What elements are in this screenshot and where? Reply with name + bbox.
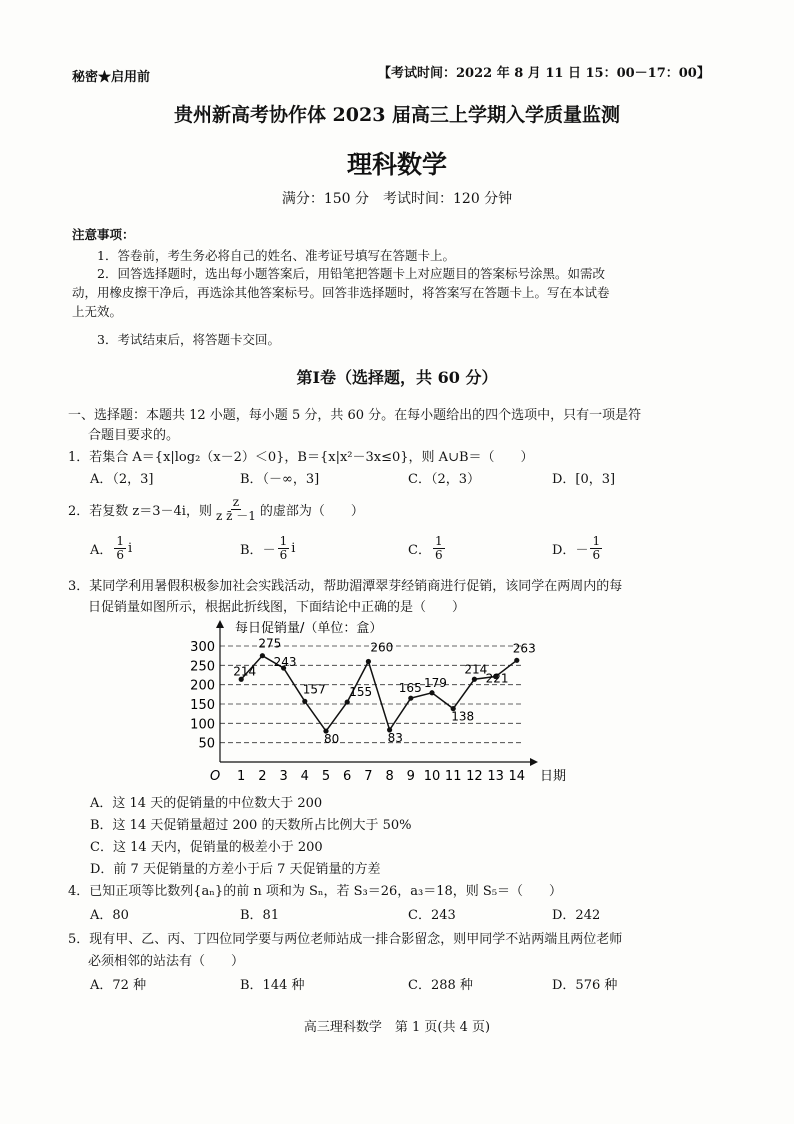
y-tick-label: 250: [190, 659, 215, 675]
option-sign: －: [262, 543, 276, 558]
x-tick-label: 12: [466, 769, 483, 784]
y-tick-label: 50: [198, 736, 215, 752]
x-tick-label: 8: [385, 769, 394, 784]
x-tick-label: 2: [258, 769, 267, 784]
question-1-stem: 1．若集合 A＝{x|log₂（x－2）＜0}，B＝{x|x²－3x≤0}，则 A∪B＝（ ）: [68, 450, 534, 465]
data-label: 157: [302, 682, 326, 697]
x-tick-label: 10: [423, 769, 441, 784]
data-label: 275: [258, 636, 282, 651]
question-3-option-a: A．这 14 天的促销量的中位数大于 200: [90, 796, 323, 811]
x-tick-label: 6: [343, 769, 352, 784]
option-sign: －: [575, 543, 589, 558]
note-line: 2．回答选择题时，选出每小题答案后，用铅笔把答题卡上对应题目的答案标号涂黑。如需改: [97, 266, 605, 281]
question-4-option-b: B．81: [240, 908, 280, 923]
note-line: 3．考试结束后，将答题卡交回。: [97, 332, 280, 347]
data-point: [260, 653, 265, 658]
question-3-option-d: D．前 7 天促销量的方差小于后 7 天促销量的方差: [90, 862, 381, 877]
question-2-option-b: [240, 535, 295, 562]
notes-heading: 注意事项：: [72, 227, 135, 242]
question-4-stem: 4．已知正项等比数列{aₙ}的前 n 项和为 Sₙ，若 S₃＝26，a₃＝18，则 S₅＝（ ）: [68, 884, 563, 899]
fraction-numerator: 1: [592, 534, 601, 548]
chart-title: 每日促销量/（单位：盒）: [235, 621, 383, 636]
question-4-option-d: D．242: [552, 908, 601, 923]
option-label: A．: [90, 543, 113, 558]
question-3-stem: 日促销量如图所示，根据此折线图，下面结论中正确的是（ ）: [88, 600, 466, 615]
data-point: [366, 659, 371, 664]
data-point: [302, 699, 307, 704]
page-footer: 高三理科数学 第 1 页(共 4 页): [303, 1020, 491, 1035]
subject-title: 理科数学: [346, 150, 447, 179]
question-1-option-b: B．（－∞，3]: [240, 472, 320, 487]
x-tick-label: 13: [487, 769, 504, 784]
data-label: 83: [387, 730, 403, 745]
question-5-stem: 必须相邻的站法有（ ）: [88, 954, 245, 969]
y-axis-arrow: [216, 620, 224, 628]
option-fraction: [433, 535, 445, 562]
option-fraction: [590, 535, 602, 562]
x-tick-label: 9: [406, 769, 415, 784]
x-tick-label: 11: [444, 769, 462, 784]
y-tick-label: 150: [190, 698, 215, 713]
option-fraction: [114, 535, 126, 562]
question-3-option-b: B．这 14 天促销量超过 200 的天数所占比例大于 50%: [90, 818, 412, 833]
question-5-option-b: B．144 种: [240, 978, 305, 993]
question-2-fraction: [214, 496, 258, 523]
question-1-option-c: C．（2，3）: [408, 472, 480, 487]
question-5-option-c: C．288 种: [408, 978, 473, 993]
x-tick-label: 4: [300, 769, 309, 784]
data-point: [514, 658, 519, 663]
score-line: 满分：150 分 考试时间：120 分钟: [281, 191, 513, 207]
question-3-stem: 3．某同学利用暑假积极参加社会实践活动，帮助湄潭翠芽经销商进行促销，该同学在两周内的每: [68, 579, 623, 594]
fraction-denominator: 6: [434, 548, 443, 562]
fraction-denominator: z z̄ －1: [215, 509, 256, 523]
exam-title: 贵州新高考协作体 2023 届高三上学期入学质量监测: [173, 104, 621, 126]
option-label: D．: [552, 543, 576, 558]
data-label: 179: [424, 675, 447, 690]
chart-origin-label: O: [210, 769, 221, 784]
option-label: C．: [408, 543, 431, 558]
chart-x-axis-label: 日期: [540, 769, 567, 784]
question-2-option-d: [552, 535, 604, 562]
data-label: 165: [398, 681, 422, 696]
question-4-option-a: A．80: [90, 908, 129, 923]
section-instructions: 一、选择题：本题共 12 小题，每小题 5 分，共 60 分。在每小题给出的四个选项中，只有一项是符: [68, 408, 642, 423]
note-line: 上无效。: [72, 304, 123, 319]
data-label: 80: [324, 732, 340, 747]
data-label: 214: [233, 664, 257, 679]
question-1-option-d: D．[0，3]: [552, 472, 616, 487]
x-tick-label: 14: [508, 769, 526, 784]
question-2-stem-pre: 2．若复数 z＝3－4i，则: [68, 504, 212, 519]
fraction-numerator: z: [232, 495, 240, 509]
question-5-stem: 5．现有甲、乙、丙、丁四位同学要与两位老师站成一排合影留念，则甲同学不站两端且两位老师: [68, 932, 623, 947]
data-label: 138: [451, 709, 475, 724]
y-tick-label: 300: [190, 640, 215, 655]
confidential-label: 秘密★启用前: [72, 70, 151, 85]
chart-data-labels: [233, 637, 536, 746]
question-2-stem: [68, 496, 364, 523]
question-2-option-a: [90, 535, 132, 562]
fraction-denominator: 6: [116, 548, 125, 562]
section-instructions: 合题目要求的。: [88, 428, 180, 443]
section-title: 第Ⅰ卷（选择题，共 60 分）: [296, 368, 498, 387]
x-tick-label: 5: [321, 769, 331, 784]
data-label: 263: [512, 641, 536, 656]
option-suffix: i: [291, 541, 296, 556]
question-4-option-c: C．243: [408, 908, 456, 923]
question-5-option-a: A．72 种: [90, 978, 147, 993]
option-label: B．: [240, 543, 263, 558]
note-line: 1．答卷前，考生务必将自己的姓名、准考证号填写在答题卡上。: [97, 248, 455, 263]
fraction-denominator: 6: [592, 548, 601, 562]
y-tick-label: 200: [190, 678, 215, 694]
data-label: 260: [370, 640, 394, 655]
option-suffix: i: [128, 541, 133, 556]
daily-sales-line-chart: [180, 614, 590, 786]
data-point: [429, 690, 434, 695]
question-3-option-c: C．这 14 天内，促销量的极差小于 200: [90, 840, 323, 855]
data-point: [345, 699, 350, 704]
exam-time: 【考试时间：2022 年 8 月 11 日 15：00－17：00】: [378, 66, 710, 81]
fraction-numerator: 1: [279, 534, 288, 548]
note-line: 动，用橡皮擦干净后，再选涂其他答案标号。回答非选择题时，将答案写在答题卡上。写在本试卷: [72, 285, 610, 300]
data-label: 243: [273, 655, 297, 670]
fraction-denominator: 6: [279, 548, 288, 562]
x-tick-label: 3: [279, 769, 288, 784]
data-label: 155: [349, 685, 373, 700]
x-tick-label: 1: [237, 769, 246, 784]
fraction-numerator: 1: [116, 534, 125, 548]
x-tick-label: 7: [364, 769, 373, 784]
data-point: [472, 677, 477, 682]
data-point: [408, 696, 413, 701]
question-2-option-c: [408, 535, 447, 562]
y-tick-label: 100: [190, 717, 215, 733]
question-5-option-d: D．576 种: [552, 978, 618, 993]
data-label: 221: [485, 671, 509, 686]
chart-x-ticks: [237, 769, 525, 784]
question-1-option-a: A．（2，3]: [90, 472, 154, 487]
x-axis-arrow: [530, 758, 538, 766]
chart-y-ticks: [190, 640, 215, 752]
fraction-numerator: 1: [434, 534, 443, 548]
data-label: 214: [464, 662, 488, 677]
option-fraction: [278, 535, 290, 562]
question-2-stem-post: 的虚部为（ ）: [259, 504, 364, 519]
